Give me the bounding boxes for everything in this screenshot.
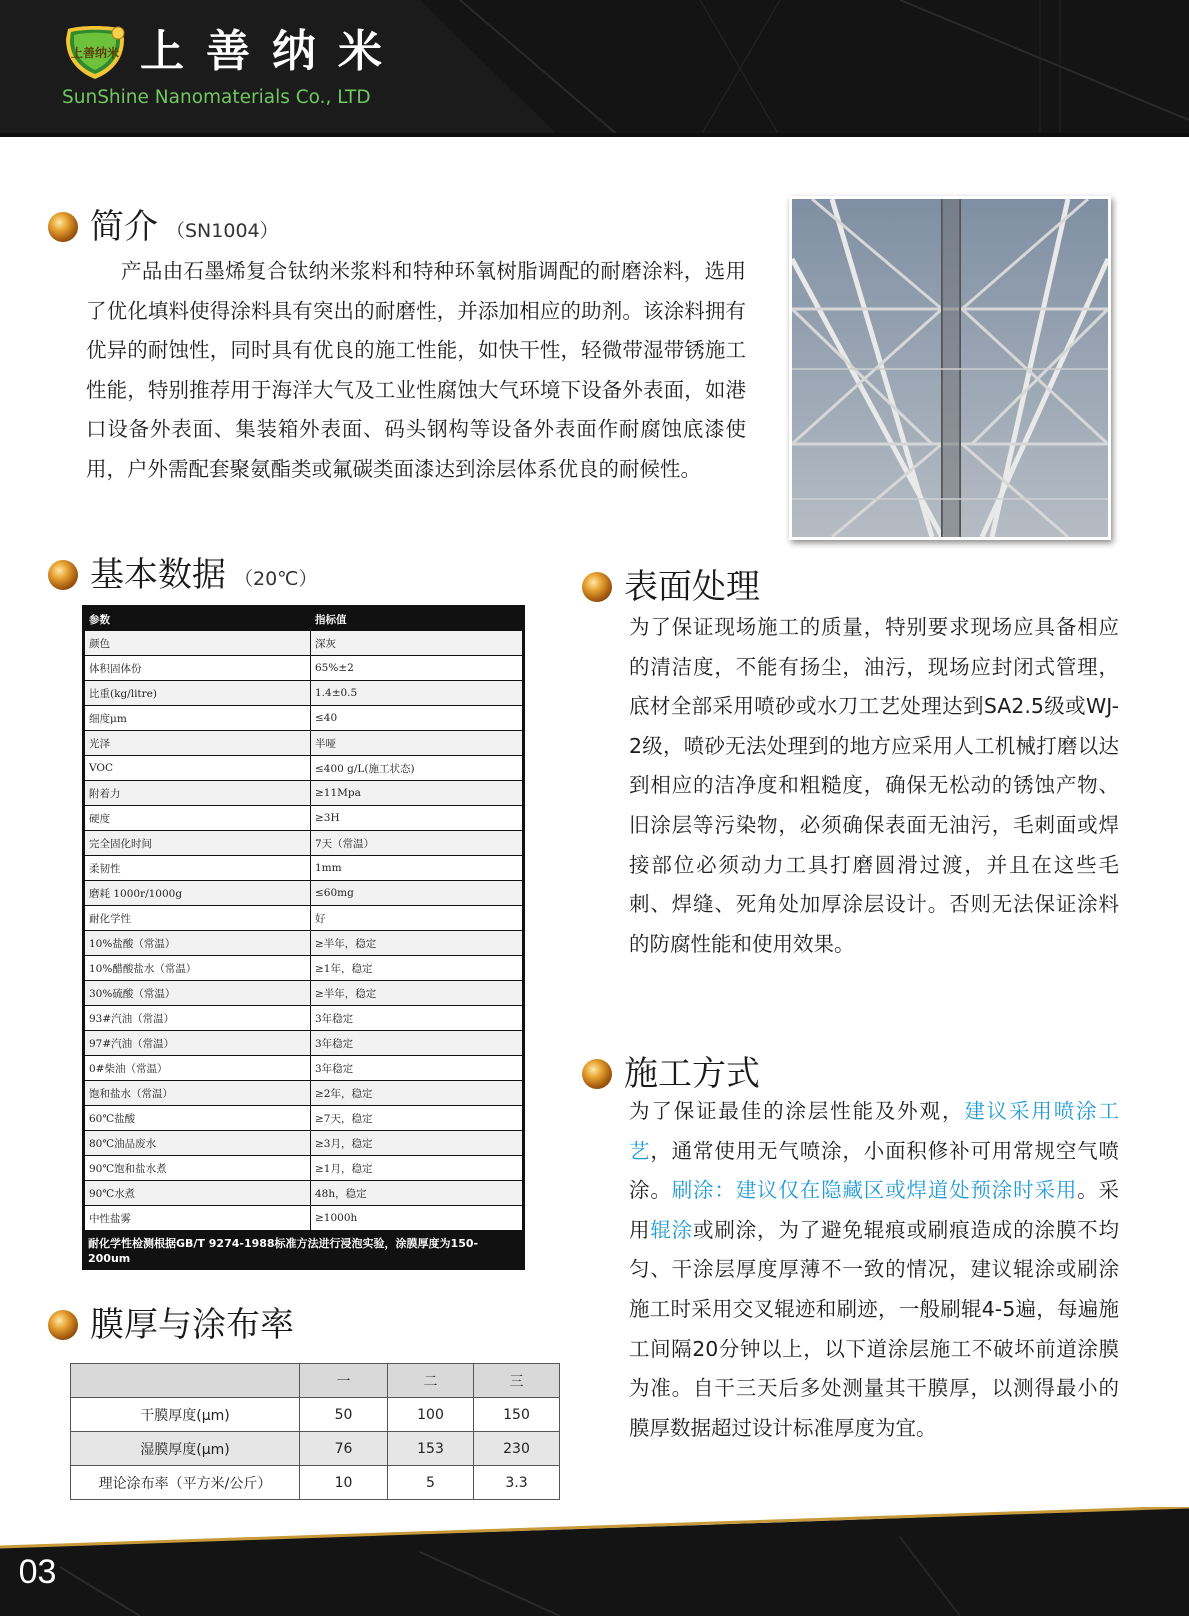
- surface-heading: [582, 567, 760, 607]
- table-row: [85, 781, 523, 806]
- application-text-4: 或刷涂，为了避免辊痕或刷痕造成的涂膜不均匀、干涂层厚度厚薄不一致的情况，建议辊涂或刷涂施工时采用交叉辊迹和刷迹，一般刷辊4-5遍，每遍施工间隔20分钟以上，以下道涂层施工不破坏前道涂膜为准。自干三天后多处测量其干膜厚，以测得最小的膜厚数据超过设计标准厚度为宜。: [629, 1217, 1120, 1440]
- param-name: 颜色: [85, 631, 311, 656]
- film-row-label: 干膜厚度(μm): [71, 1398, 300, 1432]
- film-cell: 100: [388, 1398, 474, 1432]
- param-value: 48h，稳定: [311, 1181, 523, 1206]
- param-value: ≥1月，稳定: [311, 1156, 523, 1181]
- param-value: 好: [311, 906, 523, 931]
- film-row-label: 湿膜厚度(μm): [71, 1432, 300, 1466]
- param-value: 3年稳定: [311, 1006, 523, 1031]
- film-row-label: [71, 1364, 300, 1398]
- basic-data-heading: [48, 555, 318, 595]
- surface-title: 表面处理: [624, 567, 760, 607]
- param-name: 光泽: [85, 731, 311, 756]
- param-value: ≥半年，稳定: [311, 981, 523, 1006]
- film-cell: 153: [388, 1432, 474, 1466]
- param-value: ≤400 g/L(施工状态): [311, 756, 523, 781]
- film-row-label: 理论涂布率（平方米/公斤）: [71, 1466, 300, 1500]
- film-cell: 10: [300, 1466, 388, 1500]
- film-row: [71, 1466, 560, 1500]
- table-row: [85, 1181, 523, 1206]
- param-value: 65%±2: [311, 656, 523, 681]
- table-row: [85, 731, 523, 756]
- application-title: 施工方式: [624, 1054, 760, 1094]
- param-value: ≤40: [311, 706, 523, 731]
- film-heading: [48, 1305, 294, 1345]
- param-name: 93#汽油（常温）: [85, 1006, 311, 1031]
- film-cell: 5: [388, 1466, 474, 1500]
- film-row: [71, 1432, 560, 1466]
- param-name: 体积固体份: [85, 656, 311, 681]
- table-row: [85, 881, 523, 906]
- param-name: 10%醋酸盐水（常温）: [85, 956, 311, 981]
- table-row: [85, 706, 523, 731]
- application-highlight-roller: 辊涂: [650, 1217, 694, 1242]
- param-name: VOC: [85, 756, 311, 781]
- param-value: 深灰: [311, 631, 523, 656]
- param-value: ≥2年，稳定: [311, 1081, 523, 1106]
- table-row: [85, 1006, 523, 1031]
- param-name: 中性盐雾: [85, 1206, 311, 1231]
- film-cell: 230: [474, 1432, 560, 1466]
- param-name: 90℃水煮: [85, 1181, 311, 1206]
- param-value: ≥3月，稳定: [311, 1131, 523, 1156]
- param-name: 饱和盐水（常温）: [85, 1081, 311, 1106]
- table-header-value: 指标值: [311, 608, 523, 631]
- basic-data-temperature: （20℃）: [234, 567, 318, 590]
- film-title: 膜厚与涂布率: [90, 1305, 294, 1345]
- table-row: [85, 831, 523, 856]
- basic-data-table: [82, 605, 525, 1270]
- film-cell: 3.3: [474, 1466, 560, 1500]
- table-row: [85, 756, 523, 781]
- param-value: ≥7天，稳定: [311, 1106, 523, 1131]
- table-row: [85, 1056, 523, 1081]
- param-name: 80℃油品废水: [85, 1131, 311, 1156]
- param-value: 1.4±0.5: [311, 681, 523, 706]
- param-name: 硬度: [85, 806, 311, 831]
- gold-bullet-icon: [48, 212, 78, 242]
- gold-bullet-icon: [48, 1310, 78, 1340]
- film-cell: 76: [300, 1432, 388, 1466]
- param-value: 3年稳定: [311, 1056, 523, 1081]
- param-name: 10%盐酸（常温）: [85, 931, 311, 956]
- tower-steel-structure-photo: [789, 196, 1111, 540]
- application-highlight-brush: 刷涂：建议仅在隐藏区或焊道处预涂时采用: [671, 1178, 1078, 1203]
- table-header-row: [85, 608, 523, 631]
- param-name: 97#汽油（常温）: [85, 1031, 311, 1056]
- table-row: [85, 681, 523, 706]
- param-value: ≥1000h: [311, 1206, 523, 1231]
- param-value: ≥半年，稳定: [311, 931, 523, 956]
- param-name: 柔韧性: [85, 856, 311, 881]
- film-cell: 150: [474, 1398, 560, 1432]
- header-banner: [0, 0, 1189, 137]
- film-cell: 50: [300, 1398, 388, 1432]
- application-highlight-spray: 建议采用喷涂工艺: [629, 1099, 1120, 1163]
- film-cell: 三: [474, 1364, 560, 1398]
- film-cell: 一: [300, 1364, 388, 1398]
- param-value: ≤60mg: [311, 881, 523, 906]
- application-text-2: ，通常使用无气喷涂，小面积修补可用常规空气喷涂。: [629, 1138, 1120, 1203]
- brand-name-english: SunShine Nanomaterials Co., LTD: [62, 87, 371, 108]
- application-heading: [582, 1054, 760, 1094]
- table-row: [85, 856, 523, 881]
- application-paragraph: [629, 1092, 1119, 1448]
- param-name: 0#柴油（常温）: [85, 1056, 311, 1081]
- logo-emblem-text: 上善纳米: [70, 46, 120, 60]
- gold-bullet-icon: [582, 1059, 612, 1089]
- table-row: [85, 1131, 523, 1156]
- film-header-row: [71, 1364, 560, 1398]
- table-row: [85, 1156, 523, 1181]
- table-row: [85, 1081, 523, 1106]
- param-value: 半哑: [311, 731, 523, 756]
- table-row: [85, 981, 523, 1006]
- table-row: [85, 956, 523, 981]
- tower-illustration-icon: [792, 199, 1108, 537]
- surface-paragraph: 为了保证现场施工的质量，特别要求现场应具备相应的清洁度，不能有扬尘，油污，现场应封闭式管理，底材全部采用喷砂或水刀工艺处理达到SA2.5级或WJ-2级，喷砂无法处理到的地方应采用人工机械打磨以达到相应的洁净度和粗糙度，确保无松动的锈蚀产物、旧涂层等污染物，必须确保表面无油污，毛刺面或焊接部位必须动力工具打磨圆滑过渡，并且在这些毛刺、焊缝、死角处加厚涂层设计。否则无法保证涂料的防腐性能和使用效果。: [629, 615, 1119, 956]
- footer-banner: [0, 1507, 1189, 1616]
- param-name: 附着力: [85, 781, 311, 806]
- gold-bullet-icon: [582, 572, 612, 602]
- intro-heading: [48, 207, 279, 247]
- product-code: （SN1004）: [166, 219, 279, 242]
- basic-data-title: 基本数据: [90, 555, 226, 595]
- film-row: [71, 1398, 560, 1432]
- param-name: 30%硫酸（常温）: [85, 981, 311, 1006]
- param-value: ≥1年，稳定: [311, 956, 523, 981]
- table-row: [85, 806, 523, 831]
- param-value: 1mm: [311, 856, 523, 881]
- param-value: 7天（常温）: [311, 831, 523, 856]
- film-cell: 二: [388, 1364, 474, 1398]
- page-number: 03: [18, 1552, 57, 1591]
- param-name: 耐化学性: [85, 906, 311, 931]
- param-name: 90℃饱和盐水煮: [85, 1156, 311, 1181]
- table-row: [85, 631, 523, 656]
- table-row: [85, 906, 523, 931]
- table-row: [85, 931, 523, 956]
- param-name: 比重(kg/litre): [85, 681, 311, 706]
- table-row: [85, 1031, 523, 1056]
- param-value: 3年稳定: [311, 1031, 523, 1056]
- table-footnote: 耐化学性检测根据GB/T 9274-1988标准方法进行浸泡实验，涂膜厚度为150-200um: [88, 1237, 479, 1265]
- param-value: ≥3H: [311, 806, 523, 831]
- param-name: 完全固化时间: [85, 831, 311, 856]
- table-header-param: 参数: [85, 608, 311, 631]
- intro-paragraph: 产品由石墨烯复合钛纳米浆料和特种环氧树脂调配的耐磨涂料，选用了优化填料使得涂料具有突出的耐磨性，并添加相应的助剂。该涂料拥有优异的耐蚀性，同时具有优良的施工性能，如快干性，轻微带湿带锈施工性能，特别推荐用于海洋大气及工业性腐蚀大气环境下设备外表面，如港口设备外表面、集装箱外表面、码头钢构等设备外表面作耐腐蚀底漆使用，户外需配套聚氨酯类或氟碳类面漆达到涂层体系优良的耐候性。: [86, 259, 746, 481]
- table-row: [85, 1106, 523, 1131]
- film-thickness-table: [70, 1363, 560, 1500]
- param-name: 细度μm: [85, 706, 311, 731]
- param-name: 60℃盐酸: [85, 1106, 311, 1131]
- param-value: ≥11Mpa: [311, 781, 523, 806]
- brand-name-chinese: 上善纳米: [140, 26, 404, 77]
- application-text-3: 。采用: [629, 1178, 1120, 1242]
- param-name: 磨耗 1000r/1000g: [85, 881, 311, 906]
- table-row: [85, 1206, 523, 1231]
- application-text-1: 为了保证最佳的涂层性能及外观，: [629, 1099, 965, 1123]
- gold-bullet-icon: [48, 560, 78, 590]
- intro-title: 简介: [90, 207, 158, 247]
- table-row: [85, 656, 523, 681]
- shield-logo-icon: [60, 25, 130, 81]
